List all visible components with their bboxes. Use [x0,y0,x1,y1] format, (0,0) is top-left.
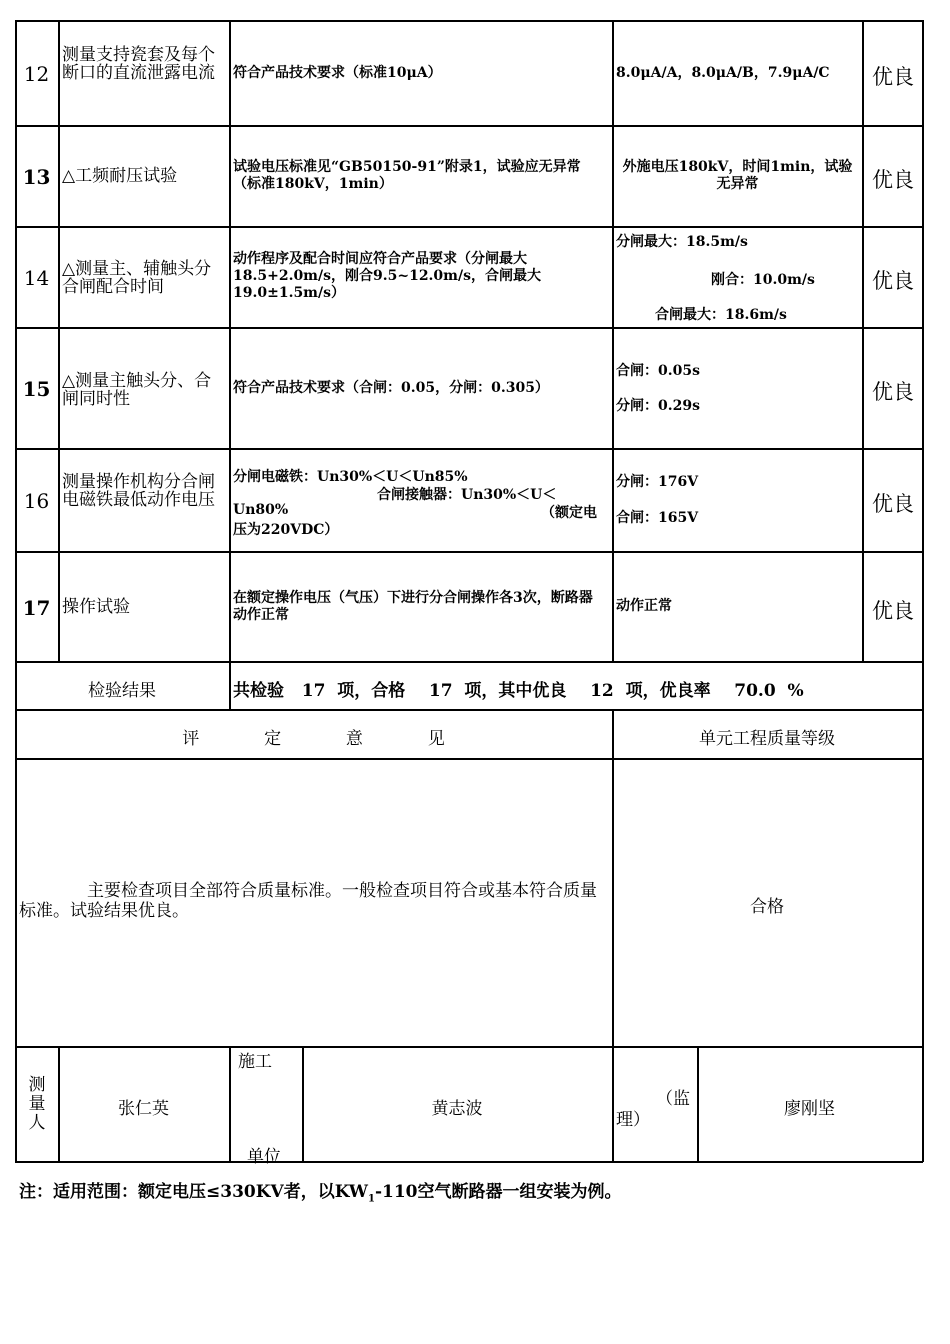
item-result-line: 分闸：176V [616,474,699,490]
constructor-name: 黄志波 [431,1099,483,1119]
item-grade: 优良 [872,492,914,516]
item-grade: 优良 [872,269,914,293]
item-grade: 优良 [872,380,914,404]
footnote-subscript: 1 [367,1193,375,1205]
supervisor-name: 廖刚坚 [784,1099,835,1119]
row-number: 12 [23,62,50,86]
constructor-label-bottom: 单位 [247,1147,281,1167]
item-grade: 优良 [872,599,914,623]
item-result: 8.0μA/A，8.0μA/B，7.9μA/C [616,65,830,81]
row-number: 16 [23,489,50,513]
measurer-name: 张仁英 [118,1099,169,1119]
item-standard-line: 合闸接触器：Un30%＜U＜ [377,487,557,503]
item-standard: 动作程序及配合时间应符合产品要求（分闸最大18.5+2.0m/s，刚合9.5~12.0m/s，合闸最大19.0±1.5m/s） [233,251,541,301]
footnote [19,1177,621,1204]
quality-grade-header: 单元工程质量等级 [699,729,835,749]
item-standard: 试验电压标准见“GB50150-91”附录1，试验应无异常（标准180kV，1min） [233,159,581,192]
row-number: 14 [23,266,50,290]
row-number: 17 [22,596,51,620]
row-number: 15 [22,377,51,401]
measurer-label: 测量人 [28,1075,46,1133]
item-name: 操作试验 [62,597,130,617]
summary-label: 检验结果 [88,681,156,701]
constructor-label-top: 施工 [238,1052,272,1072]
item-standard: 符合产品技术要求（标准10μA） [233,65,442,81]
item-result-line: 合闸：0.05s [616,363,700,379]
item-name: 测量操作机构分合闸电磁铁最低动作电压 [62,472,215,510]
item-result: 动作正常 [616,598,672,614]
item-result-line: 刚合：10.0m/s [711,272,815,288]
item-result-line: 分闸：0.29s [616,398,700,414]
item-result-line: 合闸：165V [616,510,699,526]
row-number: 13 [22,165,51,189]
item-result-line: 分闸最大：18.5m/s [616,234,748,250]
item-standard-line: Un80% [233,502,289,518]
item-grade: 优良 [872,65,914,89]
supervisor-label-bottom: 理） [616,1110,650,1130]
footnote-prefix: 注：适用范围：额定电压≤330KV者，以KW [19,1182,368,1202]
item-standard: 符合产品技术要求（合闸：0.05，分闸：0.305） [233,380,549,396]
item-standard-line: （额定电 [541,505,597,521]
assessment-text: 主要检查项目全部符合质量标准。一般检查项目符合或基本符合质量标准。试验结果优良。 [19,881,597,921]
summary-text: 共检验 17 项，合格 17 项，其中优良 12 项，优良率 70.0 % [233,681,804,701]
item-grade: 优良 [872,168,914,192]
item-standard-line: 分闸电磁铁：Un30%＜U＜Un85% [233,469,468,485]
assessment-header: 评 定 意 见 [182,729,445,749]
item-name: 测量支持瓷套及每个断口的直流泄露电流 [62,45,215,83]
item-result: 外施电压180kV，时间1min，试验无异常 [622,159,853,192]
item-result-line: 合闸最大：18.6m/s [655,307,787,323]
item-name: △测量主触头分、合闸同时性 [62,371,212,409]
item-name: △工频耐压试验 [62,166,178,186]
supervisor-label-top: （监 [656,1089,690,1109]
item-name: △测量主、辅触头分合闸配合时间 [62,259,212,297]
item-standard-line: 压为220VDC） [233,522,339,538]
quality-grade: 合格 [750,897,784,917]
item-standard: 在额定操作电压（气压）下进行分合闸操作各3次，断路器动作正常 [233,590,593,623]
footnote-suffix: -110空气断路器一组安装为例。 [374,1182,622,1202]
